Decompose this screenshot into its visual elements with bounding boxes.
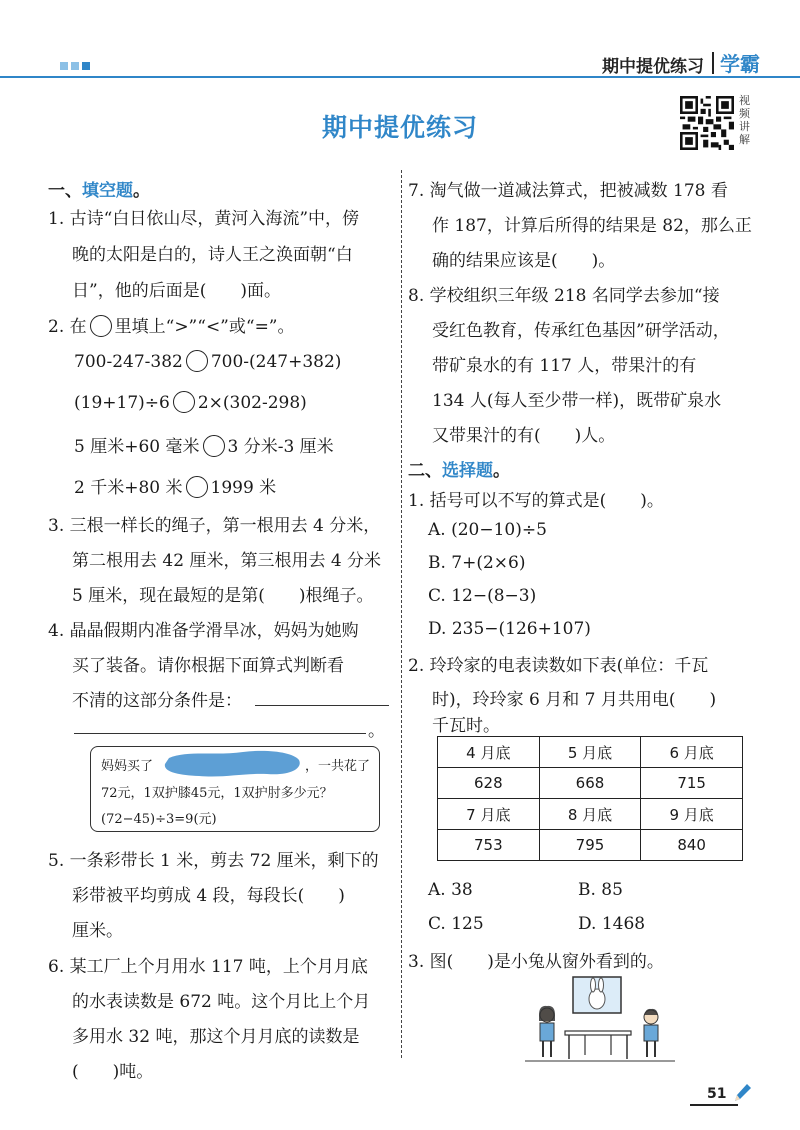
brand-logo: 学霸 xyxy=(720,52,760,76)
choice-question-2: 时)，玲玲家 6 月和 7 月共用电( ) xyxy=(432,690,717,710)
question-7-line: 7. 淘气做一道减法算式，把被减数 178 看 xyxy=(408,181,728,201)
table-cell: 628 xyxy=(438,768,540,799)
question-3-line: 第二根用去 42 厘米，第三根用去 4 分米 xyxy=(72,551,382,571)
page-number: 51 xyxy=(707,1086,727,1102)
choice-question-1: 1. 括号可以不写的算式是( )。 xyxy=(408,491,664,511)
question-7-line: 确的结果应该是( )。 xyxy=(432,251,616,271)
table-header-cell: 7 月底 xyxy=(438,799,540,830)
option-c[interactable]: C. 12−(8−3) xyxy=(428,586,537,606)
compare-item: 5 厘米+60 毫米 3 分米-3 厘米 xyxy=(74,437,334,457)
page-number-rule xyxy=(690,1104,738,1106)
table-header-cell: 9 月底 xyxy=(641,799,743,830)
answer-circle[interactable] xyxy=(203,435,225,457)
question-7-line: 作 187，计算后所得的结果是 82，那么正 xyxy=(432,216,752,236)
question-6-line: 6. 某工厂上个月用水 117 吨，上个月月底 xyxy=(48,957,368,977)
table-cell: 753 xyxy=(438,830,540,861)
answer-circle[interactable] xyxy=(186,476,208,498)
answer-circle[interactable] xyxy=(173,391,195,413)
question-8-line: 受红色教育，传承红色基因”研学活动， xyxy=(432,321,730,341)
window-scene-illustration xyxy=(525,975,675,1065)
compare-item: (19+17)÷6 2×(302-298) xyxy=(74,393,307,413)
brand-separator xyxy=(712,52,714,74)
table-header-cell: 4 月底 xyxy=(438,737,540,768)
question-8-line: 带矿泉水的有 117 人，带果汁的有 xyxy=(432,356,697,376)
decor-square xyxy=(71,62,79,70)
clue-text: 妈妈买了 xyxy=(101,759,154,774)
question-6-line: 多用水 32 吨，那这个月月底的读数是 xyxy=(72,1027,360,1047)
meter-reading-table xyxy=(437,736,743,861)
option-d[interactable]: D. 235−(126+107) xyxy=(428,619,591,639)
qr-caption: 视 频 讲 解 xyxy=(739,94,750,146)
question-3-line: 3. 三根一样长的绳子，第一根用去 4 分米， xyxy=(48,516,381,536)
page-title: 期中提优练习 xyxy=(321,113,478,142)
clue-text: 72元，1双护膝45元，1双护肘多少元？ xyxy=(101,786,333,801)
question-3-line: 5 厘米，现在最短的是第( )根绳子。 xyxy=(72,586,374,606)
table-header-cell: 5 月底 xyxy=(539,737,641,768)
question-1-line: 日”，他的后面是( )面。 xyxy=(72,281,281,301)
table-cell: 795 xyxy=(539,830,641,861)
question-2-heading: 2. 在 里填上“>”“<”或“=”。 xyxy=(48,317,295,337)
table-row xyxy=(438,830,743,861)
table-cell: 840 xyxy=(641,830,743,861)
table-header-cell: 8 月底 xyxy=(539,799,641,830)
sentence-end: 。 xyxy=(368,721,385,741)
choice-question-2: 千瓦时。 xyxy=(432,716,500,736)
qr-code-icon[interactable] xyxy=(680,96,734,150)
option-a[interactable]: A. 38 xyxy=(428,880,473,900)
question-8-line: 8. 学校组织三年级 218 名同学去参加“接 xyxy=(408,286,720,306)
question-6-line: ( )吨。 xyxy=(72,1062,154,1082)
table-header-cell: 6 月底 xyxy=(641,737,743,768)
header-title: 期中提优练习 xyxy=(602,57,704,77)
answer-blank[interactable] xyxy=(255,705,389,706)
choice-question-2: 2. 玲玲家的电表读数如下表(单位：千瓦 xyxy=(408,656,709,676)
question-8-line: 134 人(每人至少带一样)，既带矿泉水 xyxy=(432,391,722,411)
section-heading-multiple-choice: 二、选择题。 xyxy=(408,461,510,481)
question-6-line: 的水表读数是 672 吨。这个月比上个月 xyxy=(72,992,371,1012)
column-divider xyxy=(401,170,402,1058)
question-1-line: 晚的太阳是白的，诗人王之涣面朝“白 xyxy=(72,245,353,265)
header-decoration xyxy=(60,62,90,70)
question-4-line: 不清的这部分条件是： xyxy=(72,691,242,711)
option-b[interactable]: B. 85 xyxy=(578,880,623,900)
table-row xyxy=(438,799,743,830)
choice-question-3: 3. 图( )是小兔从窗外看到的。 xyxy=(408,952,664,972)
question-4-line: 买了装备。请你根据下面算式判断看 xyxy=(72,656,344,676)
question-4-line: 4. 晶晶假期内准备学滑旱冰，妈妈为她购 xyxy=(48,621,359,641)
question-5-line: 厘米。 xyxy=(72,921,123,941)
table-cell: 668 xyxy=(539,768,641,799)
clue-box xyxy=(90,746,380,832)
table-row xyxy=(438,768,743,799)
question-5-line: 彩带被平均剪成 4 段，每段长( ) xyxy=(72,886,345,906)
answer-circle[interactable] xyxy=(186,350,208,372)
option-b[interactable]: B. 7+(2×6) xyxy=(428,553,526,573)
answer-blank[interactable] xyxy=(74,733,366,734)
option-c[interactable]: C. 125 xyxy=(428,914,484,934)
option-a[interactable]: A. (20−10)÷5 xyxy=(428,520,547,540)
question-8-line: 又带果汁的有( )人。 xyxy=(432,426,616,446)
decor-square xyxy=(82,62,90,70)
question-5-line: 5. 一条彩带长 1 米，剪去 72 厘米，剩下的 xyxy=(48,851,379,871)
clue-text: ，一共花了 xyxy=(305,759,371,774)
table-cell: 715 xyxy=(641,768,743,799)
clue-formula: (72−45)÷3=9(元) xyxy=(101,812,217,827)
obscured-area-blob xyxy=(163,750,303,778)
table-row xyxy=(438,737,743,768)
section-heading-fill-blank: 一、填空题。 xyxy=(48,181,150,201)
decor-square xyxy=(60,62,68,70)
compare-circle xyxy=(90,315,112,337)
pencil-icon xyxy=(732,1082,752,1104)
option-d[interactable]: D. 1468 xyxy=(578,914,646,934)
compare-item: 700-247-382 700-(247+382) xyxy=(74,352,342,372)
compare-item: 2 千米+80 米 1999 米 xyxy=(74,478,277,498)
question-1-line: 1. 古诗“白日依山尽，黄河入海流”中，傍 xyxy=(48,209,360,229)
